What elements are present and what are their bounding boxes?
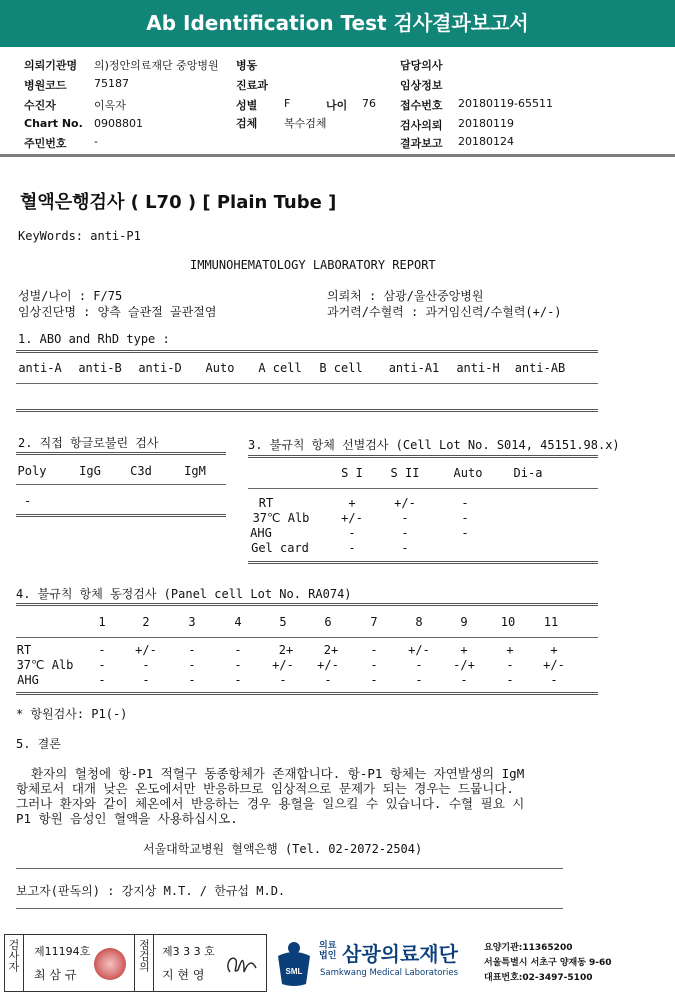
cell: - (506, 673, 514, 687)
dat-col: Poly (17, 464, 47, 478)
cell: - (506, 658, 514, 672)
cell: - (234, 673, 242, 687)
cell: - (188, 643, 196, 657)
cell: 2+ (323, 643, 339, 657)
cell: - (348, 541, 356, 555)
cell: - (98, 658, 106, 672)
cell: +/- (135, 643, 157, 657)
institution-code: 요양기관:11365200 (484, 943, 573, 953)
divider (16, 692, 598, 695)
cell: - (348, 526, 356, 540)
abo-col: anti-A (18, 361, 62, 375)
screening-col: S II (390, 466, 420, 480)
conclusion-title: 5. 결론 (16, 737, 61, 751)
cell: - (415, 673, 423, 687)
panel-col: 4 (234, 615, 242, 629)
cell: - (234, 658, 242, 672)
divider (16, 383, 598, 384)
label-accession-no: 접수번호 (400, 99, 443, 112)
row-label: Gel card (251, 541, 309, 555)
reviewer-license: 제3 3 3 호 (162, 945, 215, 958)
dat-title: 2. 직접 항글로불린 검사 (18, 436, 159, 450)
cell: - (461, 496, 469, 510)
cell: - (98, 643, 106, 657)
value-request-date: 20180119 (458, 117, 514, 130)
cell: - (460, 673, 468, 687)
institution-address: 서울특별시 서초구 양재동 9-60 (484, 958, 612, 968)
label-report-date: 결과보고 (400, 137, 443, 150)
lab-report-title: IMMUNOHEMATOLOGY LABORATORY REPORT (190, 258, 436, 272)
abo-col: anti-AB (514, 361, 566, 375)
footer (0, 934, 675, 996)
abo-col: anti-A1 (388, 361, 440, 375)
cell: - (461, 526, 469, 540)
row-label: RT (16, 643, 32, 657)
divider (248, 455, 598, 458)
divider (16, 452, 226, 455)
section-title: 혈액은행검사 ( L70 ) [ Plain Tube ] (20, 192, 337, 213)
logo-prefix: 의료법인 (319, 941, 337, 961)
patient-sex-age: 성별/나이 : F/75 (18, 289, 123, 303)
conclusion-line: 환자의 혈청에 항-P1 적혈구 동종항체가 존재합니다. 항-P1 항체는 자연발생의 IgM (16, 766, 525, 781)
row-label: AHG (17, 673, 39, 687)
report-title: Ab Identification Test 검사결과보고서 (0, 0, 675, 47)
row-label: AHG (250, 526, 272, 540)
cell: +/- (341, 511, 363, 525)
cell: +/- (543, 658, 565, 672)
patient-diagnosis: 임상진단명 : 양측 슬관절 골관절염 (18, 305, 217, 319)
label-specimen: 검체 (236, 117, 258, 130)
cell: - (370, 658, 378, 672)
checker-label: 검사자 (7, 939, 20, 972)
label-age: 나이 (326, 99, 348, 112)
cell: - (142, 658, 150, 672)
row-label: RT (258, 496, 274, 510)
abo-col: Auto (205, 361, 235, 375)
cell: - (401, 541, 409, 555)
cell: - (550, 673, 558, 687)
divider (16, 908, 563, 909)
divider (16, 514, 226, 517)
cell: - (324, 673, 332, 687)
reviewer-label-cell (134, 934, 154, 992)
reviewer-label: 점검의 (137, 939, 151, 972)
keywords: KeyWords: anti-P1 (18, 229, 141, 243)
panel-col: 1 (98, 615, 106, 629)
cell: - (415, 658, 423, 672)
logo-badge: SML (285, 967, 303, 976)
divider (248, 488, 598, 489)
cell: +/- (272, 658, 294, 672)
cell: - (279, 673, 287, 687)
cell: - (461, 511, 469, 525)
cell: - (401, 511, 409, 525)
cell: + (348, 496, 356, 510)
abo-col: anti-H (456, 361, 500, 375)
cell: 2+ (278, 643, 294, 657)
panel-col: 11 (543, 615, 559, 629)
cell: +/- (408, 643, 430, 657)
signature-icon (222, 950, 262, 980)
row-label: 37℃ Alb (252, 511, 310, 525)
cell: - (370, 673, 378, 687)
seal-stamp-icon (94, 948, 126, 980)
sml-logo-icon (272, 938, 316, 988)
conclusion-line: 그러나 환자와 같이 체온에서 반응하는 경우 용혈을 일으킬 수 있습니다. 수혈 필요 시 (16, 796, 525, 811)
cell: - (188, 673, 196, 687)
label-resident-no: 주민번호 (24, 137, 67, 150)
panel-col: 3 (188, 615, 196, 629)
conclusion-line: P1 항원 음성인 혈액을 사용하십시오. (16, 811, 238, 826)
value-hospital-code: 75187 (94, 77, 129, 90)
value-report-date: 20180124 (458, 135, 514, 148)
divider (16, 603, 598, 606)
screening-col: Auto (453, 466, 483, 480)
screening-title: 3. 불규칙 항체 선별검사 (Cell Lot No. S014, 45151.98.x) (248, 438, 620, 452)
dat-col: C3d (130, 464, 152, 478)
cell: + (460, 643, 468, 657)
divider (16, 868, 563, 869)
panel-col: 9 (460, 615, 468, 629)
cell: - (370, 643, 378, 657)
value-resident-no: - (94, 135, 98, 148)
label-department: 진료과 (236, 79, 268, 92)
divider (16, 350, 598, 353)
cell: +/- (394, 496, 416, 510)
logo-english: Samkwang Medical Laboratories (320, 968, 459, 978)
cell: - (188, 658, 196, 672)
divider (16, 637, 598, 638)
cell: + (550, 643, 558, 657)
value-requesting-institution: 의)정안의료재단 중앙병원 (94, 59, 219, 72)
panel-col: 2 (142, 615, 150, 629)
institution-phone: 대표번호:02-3497-5100 (484, 973, 593, 983)
cell: - (98, 673, 106, 687)
checker-license: 제11194호 (34, 945, 91, 958)
abo-rhd-title: 1. ABO and RhD type : (18, 332, 170, 346)
dat-col: IgM (184, 464, 206, 478)
label-chart-no: Chart No. (24, 117, 83, 130)
cell: - (234, 643, 242, 657)
row-label: 37℃ Alb (16, 658, 74, 672)
dat-col: IgG (79, 464, 101, 478)
label-patient: 수진자 (24, 99, 56, 112)
panel-col: 8 (415, 615, 423, 629)
abo-col: anti-D (138, 361, 182, 375)
cell: - (401, 526, 409, 540)
screening-col: Di-a (513, 466, 543, 480)
header-divider (0, 154, 675, 157)
panel-title: 4. 불규칙 항체 동정검사 (Panel cell Lot No. RA074) (16, 587, 352, 601)
divider (16, 409, 598, 412)
cell: + (506, 643, 514, 657)
panel-col: 10 (500, 615, 516, 629)
label-hospital-code: 병원코드 (24, 79, 67, 92)
label-ward: 병동 (236, 59, 258, 72)
cell: +/- (317, 658, 339, 672)
panel-col: 5 (279, 615, 287, 629)
abo-col: anti-B (78, 361, 122, 375)
requesting-hospital: 의뢰처 : 삼광/울산중앙병원 (327, 289, 484, 303)
value-accession-no: 20180119-65511 (458, 97, 553, 110)
blood-bank: 서울대학교병원 혈액은행 (Tel. 02-2072-2504) (143, 842, 423, 856)
cell: -/+ (453, 658, 475, 672)
label-clinical-info: 임상정보 (400, 79, 443, 92)
dat-value: - (24, 494, 32, 508)
value-patient: 이옥자 (94, 99, 126, 112)
reporter: 보고자(판독의) : 강지상 M.T. / 한규섭 M.D. (16, 884, 286, 898)
label-requesting-institution: 의뢰기관명 (24, 59, 78, 72)
conclusion-line: 항체로서 대개 낮은 온도에서만 반응하므로 임상적으로 문제가 되는 경우는 드뭅니다. (16, 781, 514, 796)
antigen-test: * 항원검사: P1(-) (16, 707, 128, 721)
panel-col: 7 (370, 615, 378, 629)
abo-col: A cell (258, 361, 302, 375)
checker-label-cell (4, 934, 24, 992)
value-sex: F (284, 97, 291, 110)
value-age: 76 (362, 97, 376, 110)
value-chart-no: 0908801 (94, 117, 143, 130)
label-doctor: 담당의사 (400, 59, 443, 72)
divider (248, 561, 598, 564)
divider (16, 484, 226, 485)
abo-col: B cell (319, 361, 363, 375)
checker-name: 최 삼 규 (34, 968, 77, 982)
label-sex: 성별 (236, 99, 258, 112)
logo-name: 삼광의료재단 (342, 942, 458, 966)
panel-col: 6 (324, 615, 332, 629)
label-request-date: 검사의뢰 (400, 119, 443, 132)
screening-col: S I (341, 466, 363, 480)
reviewer-name: 지 현 영 (162, 968, 205, 982)
cell: - (142, 673, 150, 687)
transfusion-history: 과거력/수혈력 : 과거임신력/수혈력(+/-) (327, 305, 562, 319)
value-specimen: 복수검체 (284, 117, 327, 130)
